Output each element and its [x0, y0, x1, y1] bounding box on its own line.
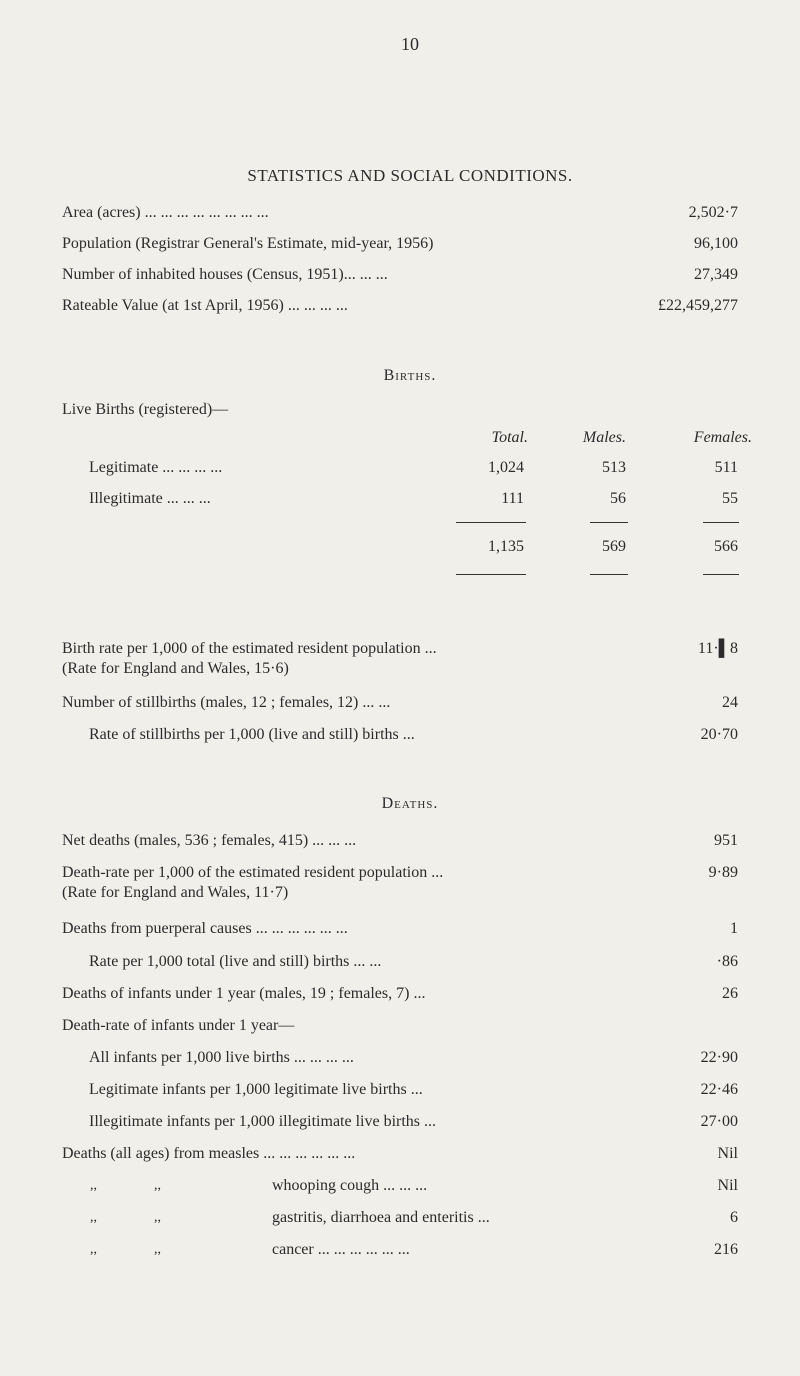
column-females-header: Females.: [693, 429, 752, 446]
infant-death-rate-heading: [62, 1015, 738, 1037]
birth-rate-england-wales: (Rate for England and Wales, 15·6): [62, 660, 289, 677]
row-value: 20·70: [700, 726, 738, 743]
row-value: 216: [714, 1241, 738, 1258]
row-label: All infants per 1,000 live births ... ... ... ...: [89, 1049, 354, 1066]
row-value: 96,100: [694, 235, 738, 252]
ditto-mark: ,,: [90, 1178, 97, 1193]
row-label: Deaths (all ages) from measles ... ... ... ... ... ...: [62, 1145, 356, 1162]
ditto-mark: ,,: [154, 1242, 161, 1257]
row-value: ·86: [716, 953, 738, 970]
divider: [590, 574, 628, 575]
births-illegitimate-total: 111: [501, 490, 524, 507]
row-value: 27·00: [700, 1113, 738, 1130]
death-rate-england-wales: (Rate for England and Wales, 11·7): [62, 884, 289, 901]
births-illegitimate-females: 55: [722, 490, 738, 507]
row-label: Birth rate per 1,000 of the estimated resident population ...: [62, 640, 437, 657]
general-row-population: [62, 233, 738, 255]
births-heading: Births.: [383, 367, 437, 384]
general-row-area: [62, 202, 738, 224]
row-value: £22,459,277: [658, 297, 738, 314]
death-rate-row: [62, 862, 738, 884]
row-label: Deaths from puerperal causes ... ... ... ... ... ...: [62, 920, 348, 937]
row-label: whooping cough ... ... ...: [272, 1177, 428, 1194]
row-value: 951: [714, 832, 738, 849]
column-males-header: Males.: [582, 429, 626, 446]
row-label: Population (Registrar General's Estimate, mid-year, 1956): [62, 235, 434, 252]
stillbirths-row: [62, 692, 738, 714]
divider: [590, 522, 628, 523]
row-label: Death-rate of infants under 1 year—: [62, 1017, 295, 1034]
general-row-rateable-value: [62, 295, 738, 317]
ditto-mark: ,,: [90, 1242, 97, 1257]
birth-rate-row: [62, 638, 738, 660]
ditto-mark: ,,: [154, 1210, 161, 1225]
live-births-subheading: Live Births (registered)—: [62, 401, 229, 418]
row-value: 2,502·7: [688, 204, 738, 221]
puerperal-rate-row: [62, 951, 738, 973]
row-label: Rateable Value (at 1st April, 1956) ... ... ... ...: [62, 297, 348, 314]
births-total-males: 569: [602, 538, 626, 555]
births-total-total: 1,135: [488, 538, 524, 555]
row-label: Illegitimate infants per 1,000 illegitimate live births ...: [89, 1113, 437, 1130]
divider: [456, 522, 526, 523]
column-total-header: Total.: [491, 429, 528, 446]
divider: [456, 574, 526, 575]
row-value: Nil: [717, 1177, 738, 1194]
general-row-houses: [62, 264, 738, 286]
gastritis-deaths-row: [62, 1207, 738, 1229]
births-row-illegitimate-label: Illegitimate ... ... ...: [89, 490, 211, 507]
births-legitimate-total: 1,024: [488, 459, 524, 476]
legitimate-infants-row: [62, 1079, 738, 1101]
row-value: 11·▌8: [697, 640, 738, 657]
births-total-females: 566: [714, 538, 738, 555]
ditto-mark: ,,: [154, 1178, 161, 1193]
row-label: cancer ... ... ... ... ... ...: [272, 1241, 410, 1258]
row-value: 24: [722, 694, 738, 711]
page-number: 10: [401, 34, 419, 54]
row-value: 26: [722, 985, 738, 1002]
infant-deaths-row: [62, 983, 738, 1005]
births-illegitimate-males: 56: [610, 490, 626, 507]
row-value: 22·46: [700, 1081, 738, 1098]
cancer-deaths-row: [62, 1239, 738, 1261]
row-label: gastritis, diarrhoea and enteritis ...: [272, 1209, 490, 1226]
births-legitimate-females: 511: [714, 459, 738, 476]
whooping-cough-deaths-row: [62, 1175, 738, 1197]
ditto-mark: ,,: [90, 1210, 97, 1225]
illegitimate-infants-row: [62, 1111, 738, 1133]
row-label: Number of inhabited houses (Census, 1951)... ... ...: [62, 266, 388, 283]
row-value: 6: [730, 1209, 738, 1226]
row-label: Rate per 1,000 total (live and still) births ... ...: [89, 953, 382, 970]
births-legitimate-males: 513: [602, 459, 626, 476]
row-label: Death-rate per 1,000 of the estimated resident population ...: [62, 864, 444, 881]
row-value: 9·89: [708, 864, 738, 881]
row-label: Net deaths (males, 536 ; females, 415) ... ... ...: [62, 832, 357, 849]
deaths-heading: Deaths.: [381, 795, 439, 812]
row-label: Rate of stillbirths per 1,000 (live and still) births ...: [89, 726, 415, 743]
row-label: Legitimate infants per 1,000 legitimate live births ...: [89, 1081, 423, 1098]
all-infants-row: [62, 1047, 738, 1069]
row-label: Number of stillbirths (males, 12 ; females, 12) ... ...: [62, 694, 391, 711]
divider: [703, 574, 739, 575]
row-value: Nil: [717, 1145, 738, 1162]
row-value: 1: [730, 920, 738, 937]
measles-deaths-row: [62, 1143, 738, 1165]
net-deaths-row: [62, 830, 738, 852]
row-value: 27,349: [694, 266, 738, 283]
stillbirth-rate-row: [62, 724, 738, 746]
divider: [703, 522, 739, 523]
births-row-legitimate-label: Legitimate ... ... ... ...: [89, 459, 223, 476]
page-title: STATISTICS AND SOCIAL CONDITIONS.: [247, 166, 573, 185]
puerperal-deaths-row: [62, 918, 738, 940]
row-label: Area (acres) ... ... ... ... ... ... ... ...: [62, 204, 269, 221]
row-label: Deaths of infants under 1 year (males, 19 ; females, 7) ...: [62, 985, 426, 1002]
row-value: 22·90: [700, 1049, 738, 1066]
